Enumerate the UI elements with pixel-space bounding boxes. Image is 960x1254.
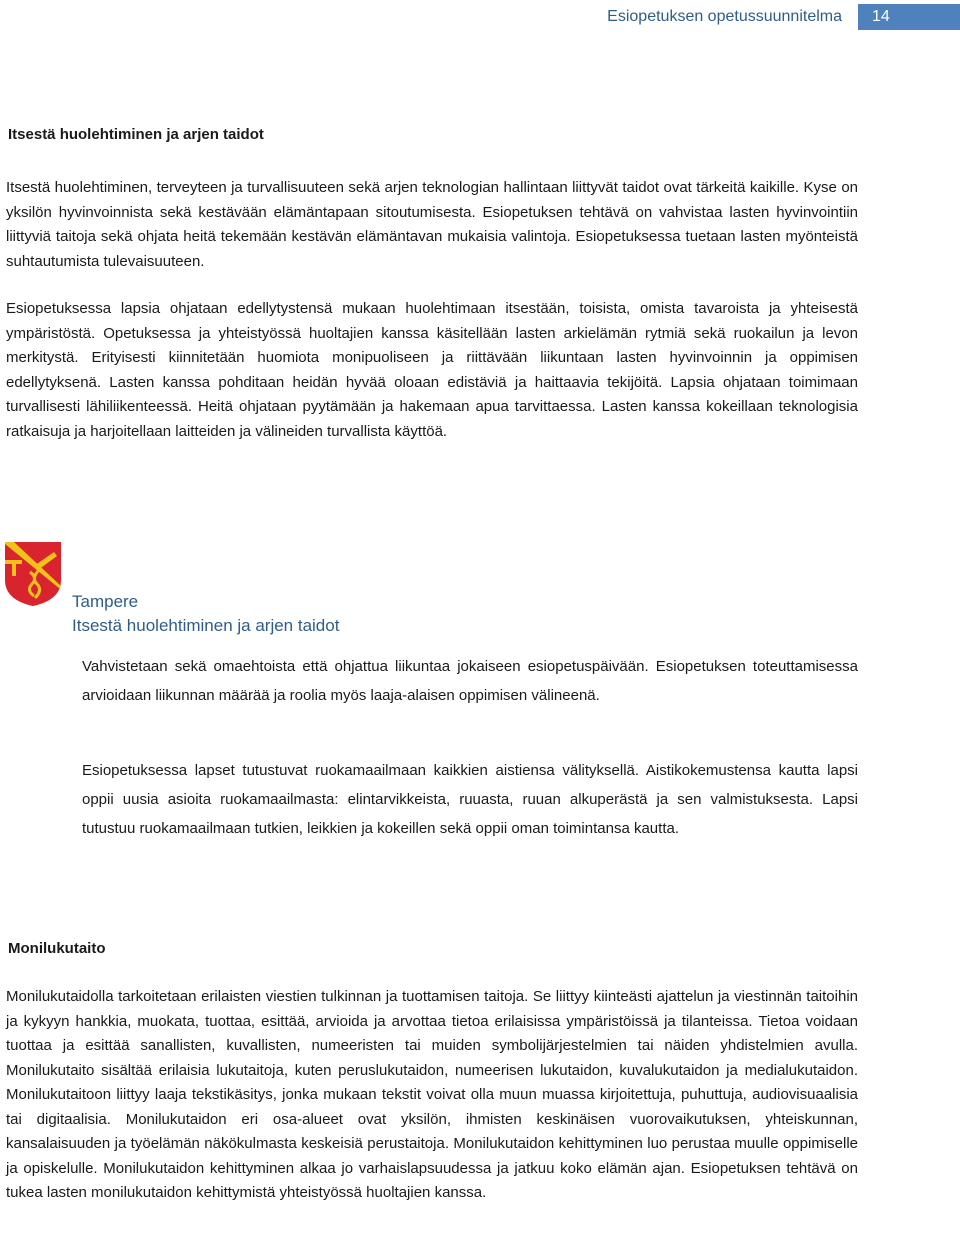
page-number: 14 [858,4,960,30]
self-care-paragraph-1: Itsestä huolehtiminen, terveyteen ja turvallisuuteen sekä arjen teknologian hallintaan liittyvät taidot ovat tärkeitä kaikille. Kyse on yksilön hyvinvoinnista sekä kestävään elämäntapaan sitoutumisesta. Esiopetuksen tehtävä on vahvistaa lasten hyvinvointiin liittyviä taitoja sekä ohjata heitä tekemään kestävän elämäntavan mukaisia valintoja. Esiopetuksessa tuetaan lasten myönteistä suhtautumista tulevaisuuteen. [6,179,858,270]
tampere-section-title [72,590,339,638]
tampere-coat-of-arms-icon [4,542,62,606]
document-title: Esiopetuksen opetussuunnitelma [607,8,842,25]
section-heading-self-care: Itsestä huolehtiminen ja arjen taidot [8,126,264,143]
tampere-paragraph-1: Vahvistetaan sekä omaehtoista että ohjattua liikuntaa jokaiseen esiopetuspäivään. Esiopetuksen toteuttamisessa arvioidaan liikunnan määrää ja roolia myös laaja-alaisen oppimisen välineenä. [82,658,858,704]
multiliteracy-paragraph: Monilukutaidolla tarkoitetaan erilaisten viestien tulkinnan ja tuottamisen taitoja. Se liittyy kiinteästi ajattelun ja viestinnän taitoihin ja kykyyn hankkia, muokata, tuottaa, esittää, arvioida ja arvottaa tietoa erilaisissa ympäristöissä ja tilanteissa. Tietoa voidaan tuottaa ja esittää sanallisten, kuvallisten, numeeristen tai muiden symbolijärjestelmien tai näiden yhdistelmien avulla. Monilukutaito sisältää erilaisia lukutaitoja, kuten peruslukutaidon, numeerisen lukutaidon, kuvalukutaidon ja medialukutaidon. Monilukutaitoon liittyy laaja tekstikäsitys, jonka mukaan tekstit voivat olla muun muassa kirjoitettuja, puhuttuja, audiovisuaalisia tai digitaalisia. Monilukutaidon eri osa-alueet ovat yksilön, ihmisten keskinäisen vuorovaikutuksen, yhteiskunnan, kansalaisuuden ja työelämän näkökulmasta keskeisiä perustaitoja. Monilukutaidon kehittyminen luo perustaa muulle oppimiselle ja opiskelulle. Monilukutaidon kehittyminen alkaa jo varhaislapsuudessa ja jatkuu koko elämän ajan. Esiopetuksen tehtävä on tukea lasten monilukutaidon kehittymistä yhteistyössä huoltajien kanssa. [6,988,858,1201]
section-heading-multiliteracy: Monilukutaito [8,940,106,957]
tampere-city-label: Tampere [72,592,139,611]
tampere-paragraph-2: Esiopetuksessa lapset tutustuvat ruokamaailmaan kaikkien aistiensa välityksellä. Aistikokemustensa kautta lapsi oppii uusia asioita ruokamaailmasta: elintarvikkeista, ruuasta, ruuan alkuperästä ja sen valmistuksesta. Lapsi tutustuu ruokamaailmaan tutkien, leikkien ja kokeillen sekä oppii oman toimintansa kautta. [82,762,858,837]
self-care-paragraph-2: Esiopetuksessa lapsia ohjataan edellytystensä mukaan huolehtimaan itsestään, toisista, omista tavaroista ja yhteisestä ympäristöstä. Opetuksessa ja yhteistyössä huoltajien kanssa käsitellään lasten arkielämän rytmiä sekä ruokailun ja levon merkitystä. Erityisesti kiinnitetään huomiota monipuoliseen ja riittävään liikuntaan lasten hyvinvoinnin ja oppimisen edellytyksenä. Lasten kanssa pohditaan heidän hyvää oloaan edistäviä ja haittaavia tekijöitä. Lapsia ohjataan toimimaan turvallisesti lähiliikenteessä. Heitä ohjataan pyytämään ja hakemaan apua tarvittaessa. Lasten kanssa kokeillaan teknologisia ratkaisuja ja harjoitellaan laitteiden ja välineiden turvallista käyttöä. [6,300,858,440]
page-header [0,0,960,34]
tampere-subheading: Itsestä huolehtiminen ja arjen taidot [72,616,340,635]
